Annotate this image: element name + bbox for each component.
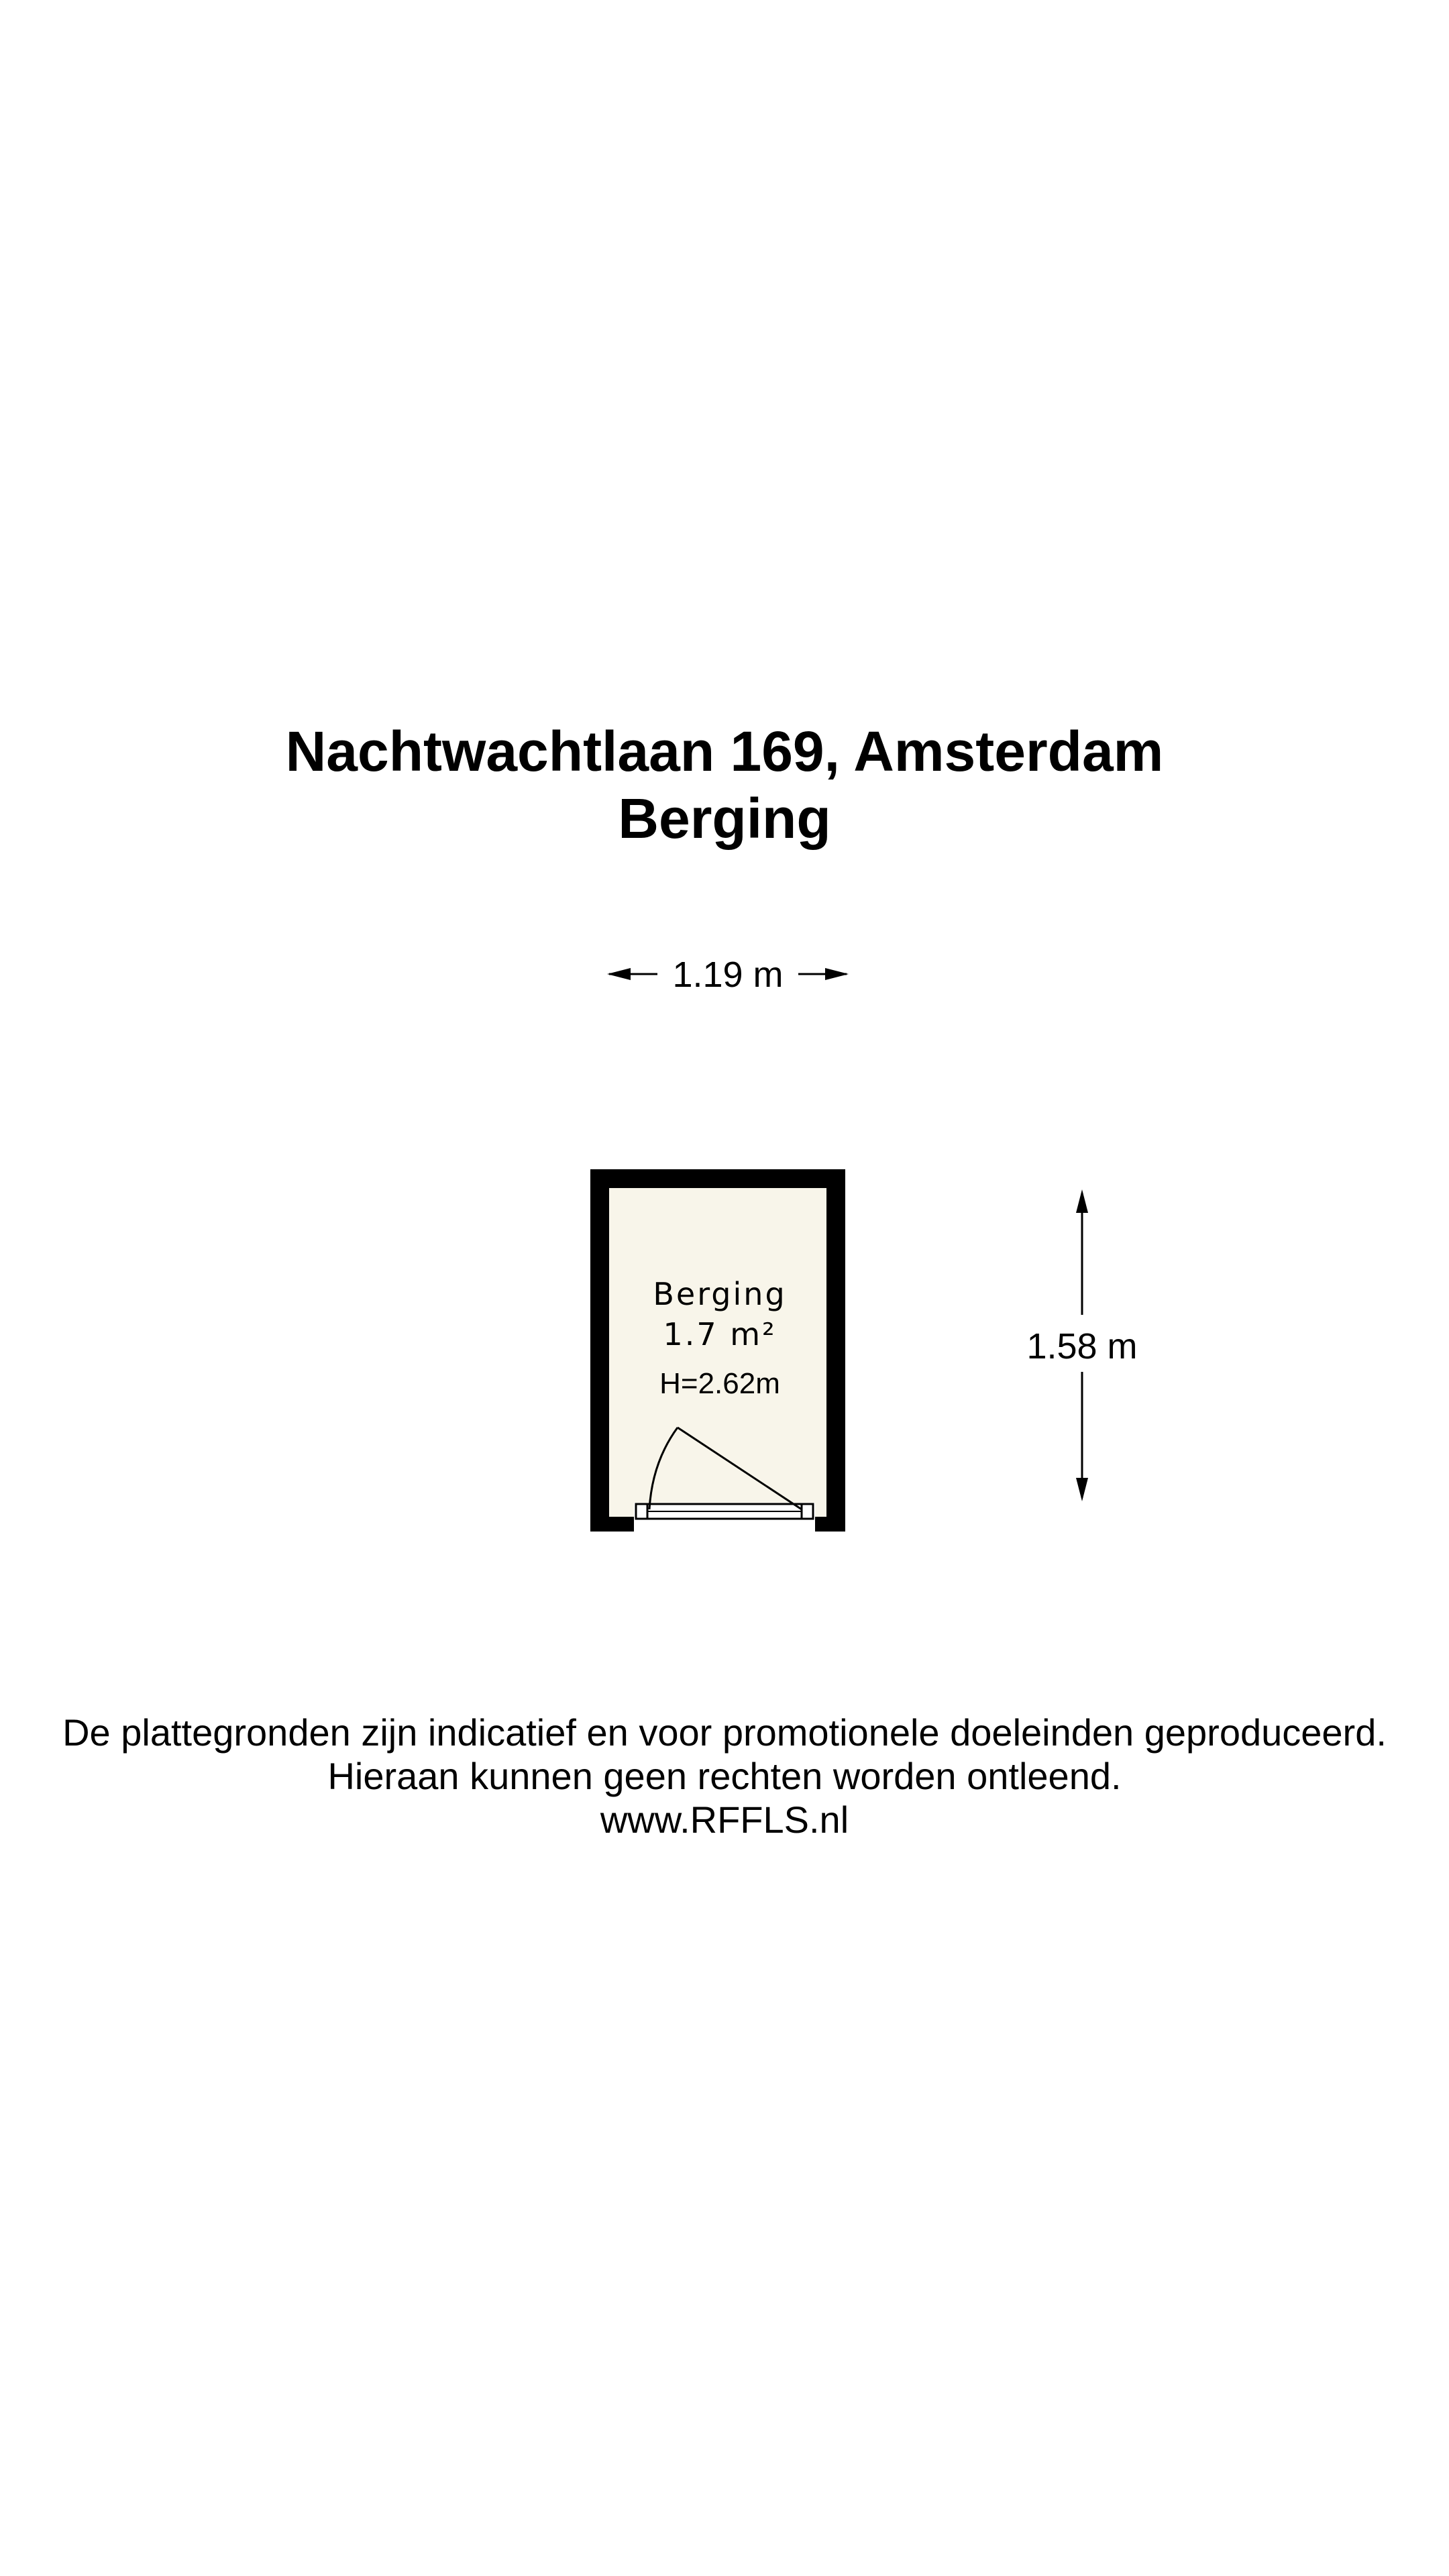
depth-arrowhead-down xyxy=(1076,1478,1088,1501)
website-link: www.RFFLS.nl xyxy=(600,1799,849,1841)
width-arrowhead-left xyxy=(607,968,631,980)
width-arrowhead-right xyxy=(825,968,849,980)
room-floor xyxy=(609,1188,826,1517)
address-title: Nachtwachtlaan 169, Amsterdam xyxy=(285,720,1164,783)
width-label: 1.19 m xyxy=(672,955,784,995)
room-area: 1.7 m² xyxy=(663,1316,777,1352)
door-jamb-right xyxy=(802,1504,813,1519)
depth-label: 1.58 m xyxy=(1026,1326,1138,1366)
width-dimension xyxy=(607,955,849,995)
disclaimer-line-1: De plattegronden zijn indicatief en voor promotionele doeleinden geproduceerd. xyxy=(62,1711,1387,1754)
disclaimer xyxy=(0,1711,1449,1841)
disclaimer-line-2: Hieraan kunnen geen rechten worden ontleend. xyxy=(327,1755,1122,1797)
depth-dimension xyxy=(1026,1189,1137,1501)
room-name: Berging xyxy=(653,1276,787,1312)
room-height: H=2.62m xyxy=(659,1367,780,1400)
floor-title: Berging xyxy=(618,787,831,850)
room-berging xyxy=(590,1169,845,1532)
door-jamb-left xyxy=(636,1504,647,1519)
depth-arrowhead-up xyxy=(1076,1189,1088,1213)
